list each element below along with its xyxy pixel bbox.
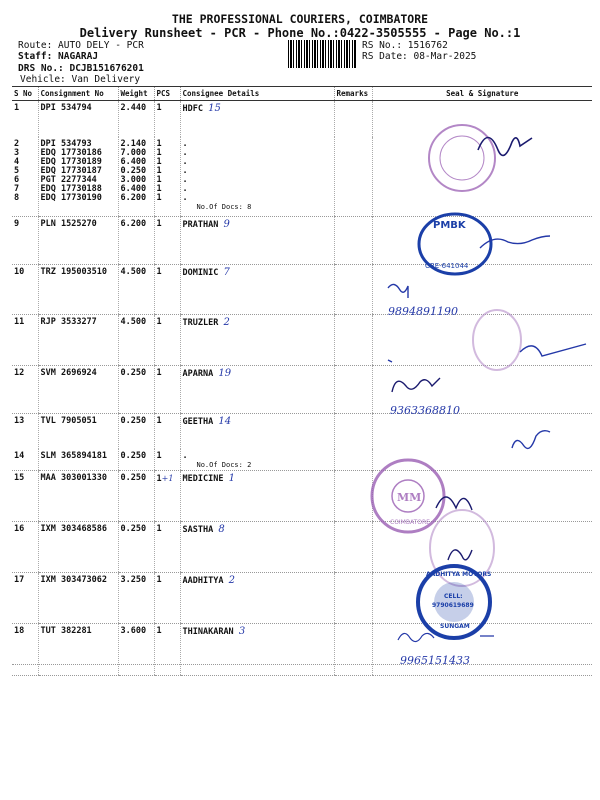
- consignee-name: SASTHA: [182, 524, 214, 535]
- sno: 8: [14, 192, 20, 203]
- col-pcs: PCS: [154, 87, 180, 101]
- row-pcs: 1: [154, 449, 180, 471]
- col-consignment: Consignment No: [38, 87, 118, 101]
- consignee-name: APARNA: [182, 369, 214, 379]
- signature-1: [478, 138, 532, 156]
- handwritten-pcs: +1: [161, 473, 174, 483]
- signature-16: [448, 550, 472, 560]
- sno: 4: [14, 156, 20, 167]
- name: .: [182, 165, 188, 176]
- rs-date: RS Date: 08-Mar-2025: [362, 51, 477, 62]
- handwritten-note: 19: [218, 368, 232, 379]
- row-weight: 0.250: [118, 414, 154, 449]
- row-consignment: PLN 1525270: [38, 217, 118, 265]
- row-pcs: 1: [154, 366, 180, 414]
- handwritten-note: 1: [228, 472, 235, 484]
- row-weight: 3.250: [118, 572, 154, 623]
- row-consignment: SLM 365894181: [38, 449, 118, 471]
- wt: 3.000: [120, 174, 147, 185]
- cno: EDQ 17730187: [40, 165, 102, 176]
- row-consignment: TUT 382281: [38, 623, 118, 675]
- row-consignment: RJP 3533277: [38, 315, 118, 366]
- handwritten-phone-3: 9965151433: [400, 654, 470, 667]
- col-sno: S No: [12, 87, 38, 101]
- row-consignment: IXM 303468586: [38, 521, 118, 572]
- handwritten-note: 2: [228, 574, 235, 586]
- row-sno: 14: [12, 449, 38, 471]
- pmbk-text: PMBK: [433, 220, 466, 231]
- staff-label: Staff: NAGARAJ: [18, 51, 99, 62]
- handwritten-note: 8: [218, 523, 225, 535]
- aadhitya-cell: CELL:: [444, 593, 463, 600]
- col-remarks: Remarks: [334, 87, 372, 101]
- drs-number: DRS No.: DCJB151676201: [18, 63, 144, 74]
- name: .: [182, 156, 188, 167]
- row-pcs: 1: [154, 315, 180, 366]
- docs-count: No.Of Docs: 8: [196, 202, 252, 211]
- row-weight: 4.500: [118, 315, 154, 366]
- row-pcs: 1: [154, 623, 180, 675]
- company-title: THE PROFESSIONAL COURIERS, COIMBATORE: [171, 12, 429, 26]
- row-pcs: 1: [154, 521, 180, 572]
- handwritten-note: 3: [238, 625, 246, 637]
- cno: PGT 2277344: [40, 174, 97, 185]
- runsheet-title: Delivery Runsheet - PCR - Phone No.:0422-3505555 - Page No.:1: [79, 26, 521, 40]
- row-consignment: DPI 534794: [38, 101, 118, 137]
- wt: 6.400: [120, 156, 147, 167]
- vehicle-label: Vehicle: Van Delivery: [20, 74, 141, 85]
- col-signature: Seal & Signature: [372, 87, 592, 101]
- sno: 6: [14, 174, 20, 185]
- row-weight: 2.440: [118, 101, 154, 137]
- row-sno: 12: [12, 366, 38, 414]
- consignee-name: MEDICINE: [182, 473, 224, 484]
- route-label: Route: AUTO DELY - PCR: [18, 40, 144, 51]
- name: .: [182, 183, 188, 194]
- row-sno: 16: [12, 521, 38, 572]
- docs-count: No.Of Docs: 2: [196, 460, 252, 469]
- stamp-row11-icon: [473, 310, 521, 370]
- consignee-name: THINAKARAN: [182, 626, 234, 637]
- col-consignee: Consignee Details: [180, 87, 334, 101]
- row-sno: 18: [12, 623, 38, 675]
- cno: EDQ 17730188: [40, 183, 102, 194]
- sno: 5: [14, 165, 20, 176]
- signature-11: [388, 344, 586, 362]
- consignee-name: TRUZLER: [182, 318, 219, 328]
- row-weight: 0.250: [118, 521, 154, 572]
- mm-ring-text: COIMBATORE: [390, 519, 430, 526]
- pcs: 1: [156, 165, 162, 176]
- pcs: 1: [156, 473, 162, 484]
- row-sno: 10: [12, 265, 38, 315]
- sno: 3: [14, 147, 20, 158]
- name: .: [182, 138, 188, 149]
- name: .: [182, 192, 188, 203]
- pcs: 1: [156, 138, 162, 149]
- name: .: [182, 174, 188, 185]
- row-weight: 0.250: [118, 366, 154, 414]
- row-pcs: 1: [154, 101, 180, 137]
- row-sno: 17: [12, 572, 38, 623]
- signature-10: [388, 284, 408, 298]
- row-weight: 3.600: [118, 623, 154, 675]
- row-weight: 6.200: [118, 217, 154, 265]
- row-consignment: IXM 303473062: [38, 572, 118, 623]
- row-pcs: 1: [154, 217, 180, 265]
- pcs: 1: [156, 174, 162, 185]
- row-sno: 13: [14, 416, 25, 426]
- consignee-name: AADHITYA: [182, 575, 224, 586]
- table-bottom-rule: [12, 664, 592, 665]
- consignee-name: PRATHAN: [182, 220, 219, 230]
- hdfc-stamp-icon: [429, 125, 495, 191]
- name: .: [182, 147, 188, 158]
- handwritten-phone-2: 9363368810: [390, 404, 460, 417]
- consignee-name: HDFC: [182, 104, 203, 114]
- signature-13: [512, 431, 550, 449]
- pcs: 1: [156, 156, 162, 167]
- handwritten-note: 2: [223, 317, 230, 328]
- row-sno: 15: [12, 470, 38, 521]
- handwritten-note: 9: [223, 219, 230, 230]
- row-pcs: 1: [154, 265, 180, 315]
- row-consignment: TRZ 195003510: [38, 265, 118, 315]
- pmbk-stamp-icon: [419, 214, 491, 274]
- pcs: 1: [156, 183, 162, 194]
- consignee-name: DOMINIC: [182, 268, 219, 278]
- aadhitya-stamp-icon: [418, 566, 491, 638]
- col-weight: Weight: [118, 87, 154, 101]
- row-sno: 11: [12, 315, 38, 366]
- wt: 2.140: [120, 138, 147, 149]
- row-sno: 1: [14, 103, 20, 113]
- pcs: 1: [156, 147, 162, 158]
- handwritten-phone-1: 9894891190: [388, 305, 458, 318]
- row-weight: 0.250: [118, 470, 154, 521]
- handwritten-note: 14: [218, 416, 232, 427]
- wt: 0.250: [120, 165, 147, 176]
- row-pcs: 1: [154, 572, 180, 623]
- row-consignment: TVL 7905051: [38, 414, 118, 449]
- aadhitya-number: 9790619689: [432, 602, 474, 609]
- wt: 6.400: [120, 183, 147, 194]
- sno: 7: [14, 183, 20, 194]
- wt: 6.200: [120, 192, 147, 203]
- cno: EDQ 17730186: [40, 147, 102, 158]
- pcs: 1: [156, 192, 162, 203]
- row-consignment: MAA 303001330: [38, 470, 118, 521]
- sno: 2: [14, 138, 20, 149]
- row-sno: 9: [12, 217, 38, 265]
- mm-stamp-icon: [372, 460, 444, 532]
- pmbk-sub: CBE-641044: [425, 262, 469, 270]
- signature-12: [392, 378, 440, 392]
- cno: DPI 534793: [40, 138, 92, 149]
- row-weight: 4.500: [118, 265, 154, 315]
- handwritten-note: 7: [223, 267, 230, 278]
- row-pcs: 1: [154, 414, 180, 449]
- cno: EDQ 17730190: [40, 192, 102, 203]
- row-weight: 0.250: [118, 449, 154, 471]
- row-consignment: SVM 2696924: [38, 366, 118, 414]
- mm-text: MM: [397, 491, 422, 504]
- aadhitya-name: AADHITYA MOTORS: [426, 571, 492, 578]
- rs-number: RS No.: 1516762: [362, 40, 448, 51]
- cno: EDQ 17730189: [40, 156, 102, 167]
- aadhitya-place: SUNGAM: [440, 623, 470, 630]
- consignee-name: .: [182, 450, 188, 461]
- wt: 7.000: [120, 147, 147, 158]
- consignee-name: GEETHA: [182, 417, 214, 427]
- handwritten-note: 15: [208, 103, 221, 114]
